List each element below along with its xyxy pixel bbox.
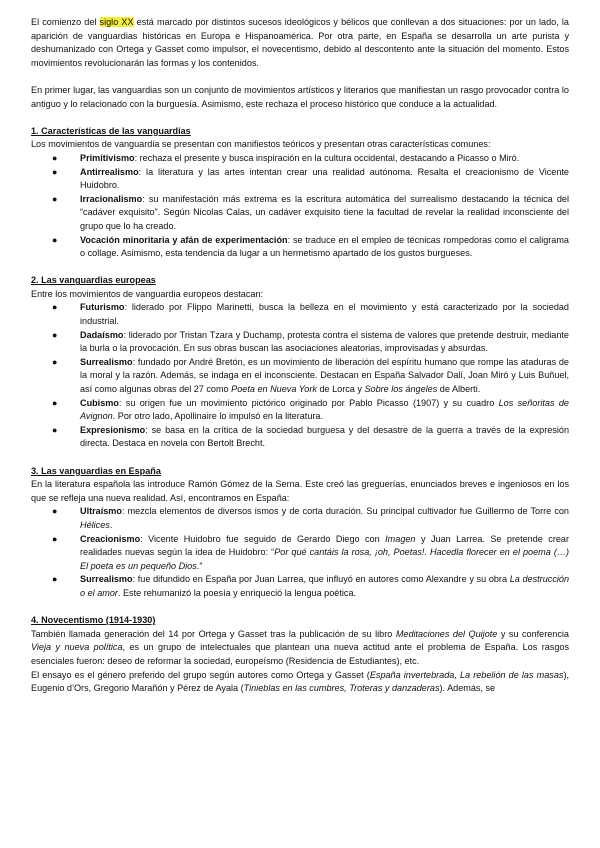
list-item-term: Futurismo bbox=[80, 302, 125, 313]
work-title: Imagen bbox=[385, 533, 416, 544]
section-intro-3: En la literatura española las introduce Ramón Gómez de la Serna. Este creó las greguerías, enunciados breves e ingeniosos en los que se refleja una nueva realidad. Así, encontramos en España: bbox=[31, 479, 569, 503]
section-intro-1: Los movimientos de vanguardia se presentan con manifiestos teóricos y presentan otras características comunes: bbox=[31, 139, 491, 150]
list-item-term: Irracionalismo bbox=[80, 193, 143, 204]
section-heading-1: 1. Características de las vanguardias bbox=[31, 125, 191, 136]
intro-text-continued: está marcado por distintos sucesos ideológicos y bélicos que conllevan a dos situaciones: por un lado, la aparición de vanguardias históricas en Europa e Hispanoamérica. Por otra parte, en España se desarrolla un arte purista y deshumanizado con Ortega y Gasset como impulsor, el novecentismo, debido al descontento ante la situación del momento. Estos movimientos revolucionarán las formas y los contenidos. bbox=[31, 17, 569, 68]
bullet-icon: ● bbox=[52, 193, 58, 204]
section-heading-2: 2. Las vanguardias europeas bbox=[31, 275, 156, 286]
list-item-text: de Alberti. bbox=[437, 384, 481, 395]
list-item-term: Cubismo bbox=[80, 397, 119, 408]
section4-paragraph-1 bbox=[31, 628, 569, 669]
list-item-text: : Vicente Huidobro fue seguido de Gerardo Diego con bbox=[140, 533, 386, 544]
list-item bbox=[31, 166, 569, 193]
work-title: Los señoritas de Avignon bbox=[80, 397, 569, 422]
list-item bbox=[31, 505, 569, 532]
work-title: Sobre los ángeles bbox=[364, 384, 438, 395]
list-item bbox=[31, 152, 569, 166]
list-item bbox=[31, 193, 569, 234]
list-item-text: . Este rehumanizó la poesía y enriqueció la lengua poética. bbox=[117, 587, 357, 598]
list-item bbox=[31, 329, 569, 356]
bullet-icon: ● bbox=[52, 234, 58, 245]
section-intro-2: Entre los movimientos de vanguardia europeos destacan: bbox=[31, 288, 264, 299]
list-item-text: : liderado por Tristan Tzara y Duchamp, protesta contra el sistema de valores que pretende destruir, mediante la burla o la provocación. En sus obras buscan las asociaciones aleatorias, improvisadas y absurdas. bbox=[80, 329, 569, 354]
list-item-text: : rechaza el presente y busca inspiración en la cultura occidental, destacando a Picasso o Miró. bbox=[134, 152, 520, 163]
intro-text: El comienzo del bbox=[31, 17, 100, 27]
list-item-term: Surrealismo bbox=[80, 574, 133, 585]
list-item-text: : se basa en la crítica de la sociedad burguesa y del desastre de la guerra a través de la expresión directa. Destaca en novela con Bertolt Brecht. bbox=[80, 424, 569, 449]
bullet-icon: ● bbox=[52, 329, 58, 340]
bullet-icon: ● bbox=[52, 574, 58, 585]
bullet-icon: ● bbox=[52, 397, 58, 408]
work-title: La destrucción o el amor bbox=[80, 574, 569, 598]
work-title: España invertebrada, La rebelión de las masas bbox=[369, 669, 564, 680]
list-item bbox=[31, 397, 569, 424]
list-item-text: : fue difundido en España por Juan Larrea, que influyó en autores como Alexandre y su obra bbox=[132, 574, 510, 585]
list-item-text: : liderado por Flippo Marinetti, busca la belleza en el movimiento y está caracterizado por la sociedad industrial. bbox=[80, 302, 569, 327]
section-heading-4: 4. Novecentismo (1914-1930) bbox=[31, 615, 156, 626]
list-item-text: de Lorca y bbox=[316, 384, 365, 395]
bullet-icon: ● bbox=[52, 356, 58, 367]
work-title: Meditaciones del Quijote bbox=[395, 628, 498, 639]
bullet-list-1 bbox=[31, 152, 569, 261]
work-title: Vieja y nueva política bbox=[31, 642, 123, 653]
list-item-text: : mezcla elementos de diversos ismos y de corta duración. Su principal cultivador fue Guillermo de Torre con bbox=[121, 506, 569, 517]
paragraph-gap bbox=[31, 261, 569, 275]
list-item-term: Ultraísmo bbox=[80, 506, 122, 517]
list-item-text: : se traduce en el empleo de técnicas rompedoras como el caligrama o collage. Asimismo, esta tendencia da lugar a un hermetismo apartado de los gustos burgueses. bbox=[80, 234, 569, 259]
list-item-text: .” bbox=[196, 560, 203, 571]
work-title: Poeta en Nueva York bbox=[231, 384, 317, 395]
intro-paragraph-1 bbox=[31, 16, 569, 70]
paragraph-text: , es un grupo de intelectuales que plantean una nueva actitud ante el problema de España. Los rasgos esenciales fueron: deseo de reformar la sociedad, europeísmo (Residencia de Estudiantes), etc. bbox=[31, 642, 569, 666]
list-item-term: Vocación minoritaria y afán de experimentación bbox=[80, 234, 288, 245]
bullet-list-3 bbox=[31, 505, 569, 600]
list-item-text: : su origen fue un movimiento pictórico originado por Pablo Picasso (1907) y su cuadro bbox=[118, 397, 499, 408]
bullet-icon: ● bbox=[52, 533, 58, 544]
work-title: Tinieblas en las cumbres, Troteras y danzaderas bbox=[243, 683, 440, 694]
list-item-term: Antirrealismo bbox=[80, 166, 139, 177]
bullet-icon: ● bbox=[52, 166, 58, 177]
paragraph-gap bbox=[31, 451, 569, 465]
list-item-text: : fundado por André Bretón, es un movimiento de liberación del espíritu humano que rompe las ataduras de la moral y la razón. Además, se indaga en el inconsciente. Destacan en España Salvador Dalí, Joan Miró y Luis Buñuel, así como algunas obras del 27 como bbox=[80, 356, 569, 395]
list-item-text: . bbox=[109, 519, 113, 530]
list-item-term: Primitivismo bbox=[80, 152, 135, 163]
section4-paragraph-2 bbox=[31, 669, 569, 696]
quote-text: Por qué cantáis la rosa, ¡oh, Poetas!. Hacedla florecer en el poema (…) El poeta es un pequeño Dios bbox=[80, 547, 570, 571]
list-item bbox=[31, 424, 569, 451]
paragraph-gap bbox=[31, 601, 569, 615]
list-item-text: . Por otro lado, Apollinaire lo impulsó en la literatura. bbox=[112, 411, 323, 422]
bullet-list-2 bbox=[31, 301, 569, 451]
list-item-text: y Juan Larrea. Se pretende crear realidades nuevas según la idea de Huidobro: “ bbox=[80, 533, 569, 558]
paragraph-gap bbox=[31, 70, 569, 84]
paragraph-text: También llamada generación del 14 por Ortega y Gasset tras la publicación de su libro bbox=[31, 628, 396, 639]
list-item-term: Creacionismo bbox=[80, 533, 141, 544]
list-item bbox=[31, 234, 569, 261]
list-item bbox=[31, 573, 569, 600]
paragraph-text: y su conferencia bbox=[497, 628, 569, 639]
bullet-icon: ● bbox=[52, 302, 58, 313]
list-item-term: Surrealismo bbox=[80, 356, 133, 367]
section-heading-3: 3. Las vanguardias en España bbox=[31, 465, 161, 476]
list-item-text: : su manifestación más extrema es la escritura automática del surrealismo destacando la técnica del “cadáver exquisito”. Según Nicolas Calas, un cadáver exquisito tiene la facultad de revelar la realidad inconsciente del grupo que lo ha creado. bbox=[80, 193, 569, 231]
work-title: Hélices bbox=[80, 519, 110, 530]
list-item bbox=[31, 356, 569, 397]
bullet-icon: ● bbox=[52, 424, 58, 435]
paragraph-text: ), Eugenio d’Ors, Gregorio Marañón y Pérez de Ayala ( bbox=[31, 669, 569, 694]
paragraph-text: ). Además, se bbox=[439, 683, 496, 694]
paragraph-text: El ensayo es el género preferido del grupo según autores como Ortega y Gasset ( bbox=[31, 669, 370, 680]
list-item bbox=[31, 301, 569, 328]
bullet-icon: ● bbox=[52, 152, 58, 163]
list-item bbox=[31, 533, 569, 574]
list-item-term: Dadaísmo bbox=[80, 329, 124, 340]
list-item-term: Expresionismo bbox=[80, 424, 146, 435]
intro-paragraph-2: En primer lugar, las vanguardias son un conjunto de movimientos artísticos y literarios que manifiestan un rasgo provocador contra lo antiguo y lo relacionado con la burguesía. Asimismo, este rechaza el proceso histórico que conduce a la actualidad. bbox=[31, 84, 569, 109]
list-item-text: : la literatura y las artes intentan crear una realidad autónoma. Resalta el creacionismo de Vicente Huidobro. bbox=[80, 166, 569, 191]
bullet-icon: ● bbox=[52, 506, 58, 517]
paragraph-gap bbox=[31, 111, 569, 125]
highlighted-text: siglo XX bbox=[99, 17, 134, 27]
